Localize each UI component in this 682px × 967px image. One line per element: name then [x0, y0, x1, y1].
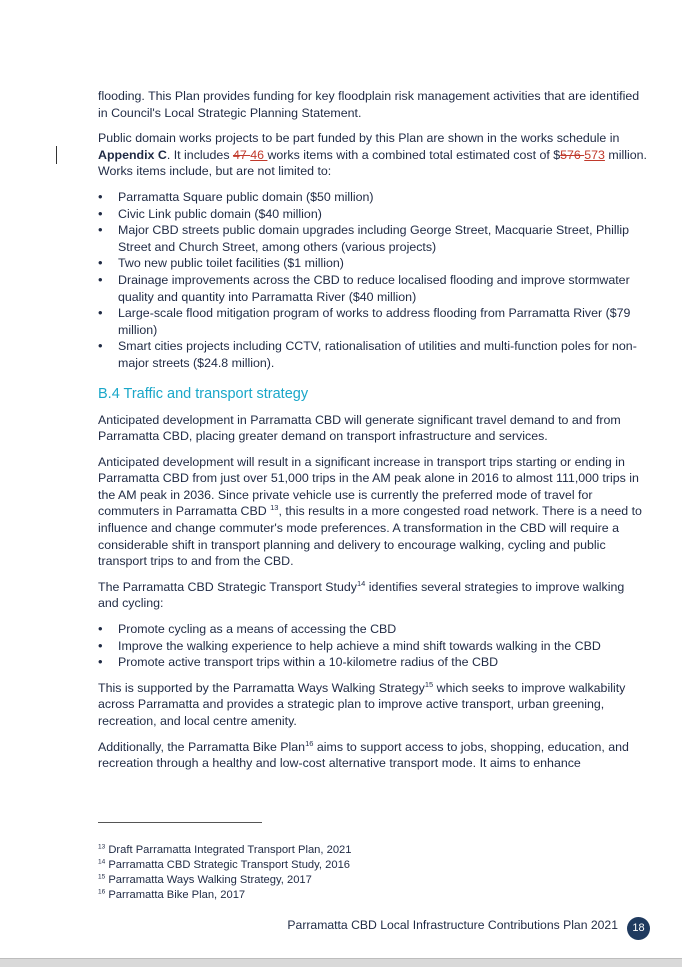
text-segment: aims to support access to jobs, shopping, education, and recreation through a healthy and low-cost alternative transport mode. It aims to enhance [98, 739, 629, 771]
inserted-count: 46 [250, 147, 268, 162]
section-heading: B.4 Traffic and transport strategy [98, 385, 309, 402]
strategies-list [98, 621, 648, 671]
paragraph-flooding: flooding. This Plan provides funding for key floodplain risk management activities that are identified in Council's Local Strategic Planning Statement. [98, 89, 640, 120]
text-segment: which seeks to improve walkability across Parramatta and provides a strategic plan to improve active transport, urban greening, recreation, and local centre amenity. [98, 680, 626, 728]
text-segment: . It includes [166, 147, 233, 162]
deleted-cost: 576 [560, 147, 585, 162]
footnote-number: 13 [98, 843, 106, 851]
text-segment: identifies several strategies to improve walking and cycling: [98, 579, 625, 611]
list-item: • Two new public toilet facilities ($1 million) [98, 255, 648, 272]
footnote [98, 888, 498, 903]
text-segment: This is supported by the Parramatta Ways Walking Strategy [98, 680, 425, 695]
paragraph-bike-plan [98, 739, 648, 772]
list-item: • Major CBD streets public domain upgrades including George Street, Macquarie Street, Phillip Street and Church Street, among others (various projects) [98, 222, 648, 255]
change-bar [56, 146, 57, 164]
footnote-text: Parramatta Bike Plan, 2017 [108, 889, 246, 901]
inserted-cost: 573 [584, 147, 605, 162]
appendix-reference: Appendix C [98, 147, 167, 162]
footnote [98, 873, 498, 888]
footnote-number: 16 [98, 888, 106, 896]
footer-title: Parramatta CBD Local Infrastructure Contributions Plan 2021 [287, 918, 618, 932]
list-item: • Civic Link public domain ($40 million) [98, 206, 648, 223]
footnote-number: 14 [98, 858, 106, 866]
works-items-list [98, 189, 648, 372]
footnote-ref: 14 [356, 578, 366, 588]
list-item: • Promote active transport trips within a 10-kilometre radius of the CBD [98, 654, 648, 671]
footnote-text: Parramatta Ways Walking Strategy, 2017 [108, 874, 312, 886]
footnote-ref: 16 [305, 738, 314, 748]
footnote-number: 15 [98, 873, 106, 881]
paragraph-walking-strategy [98, 680, 648, 730]
text-segment: The Parramatta CBD Strategic Transport Study [98, 579, 357, 594]
paragraph-travel-demand: Anticipated development in Parramatta CBD will generate significant travel demand to and from Parramatta CBD, placing greater demand on transport infrastructure and services. [98, 412, 621, 444]
text-segment: Public domain works projects to be part funded by this Plan are shown in the works schedule in [98, 131, 620, 146]
footnotes [98, 843, 498, 903]
footnote-divider [98, 822, 262, 823]
text-segment: works items with a combined total estimated cost of $ [267, 147, 561, 162]
text-segment: , this results in a more congested road network. There is a need to influence and change commuter's mode preferences. A transformation in the CBD will require a considerable shift in transport planning and delivery to encourage walking, cycling and public transport trips to and from the CBD. [98, 504, 642, 569]
text-segment: million. Works items include, but are not limited to: [98, 147, 647, 179]
text-segment: Anticipated development will result in a significant increase in transport trips starting or ending in Parramatta CBD from just over 51,000 trips in the AM peak alone in 2016 to almost 111,000 trips in the AM peak in 2036. Since private vehicle use is currently the preferred mode of travel for commuters in Parramatta CBD [98, 454, 639, 519]
deleted-count: 47 [232, 147, 251, 162]
page-number-badge: 18 [627, 917, 650, 940]
page-body [98, 88, 648, 781]
list-item: • Smart cities projects including CCTV, rationalisation of utilities and multi-function poles for non-major streets ($24.8 million). [98, 338, 648, 371]
list-item: • Improve the walking experience to help achieve a mind shift towards walking in the CBD [98, 638, 648, 655]
footnote-text: Parramatta CBD Strategic Transport Study, 2016 [108, 859, 351, 871]
list-item: • Drainage improvements across the CBD to reduce localised flooding and improve stormwater quality and quantity into Parramatta River ($40 million) [98, 272, 648, 305]
footnote-text: Draft Parramatta Integrated Transport Plan, 2021 [108, 844, 352, 856]
list-item: • Parramatta Square public domain ($50 million) [98, 189, 648, 206]
footnote [98, 843, 498, 858]
footnote [98, 858, 498, 873]
paragraph-transport-trips [98, 454, 648, 570]
footnote-ref: 15 [424, 679, 434, 689]
text-segment: Additionally, the Parramatta Bike Plan [98, 739, 306, 754]
list-item: • Promote cycling as a means of accessing the CBD [98, 621, 648, 638]
footnote-ref: 13 [270, 503, 279, 513]
paragraph-public-domain [98, 130, 648, 180]
paragraph-strategic-study [98, 579, 648, 612]
list-item: • Large-scale flood mitigation program of works to address flooding from Parramatta River ($79 million) [98, 305, 648, 338]
